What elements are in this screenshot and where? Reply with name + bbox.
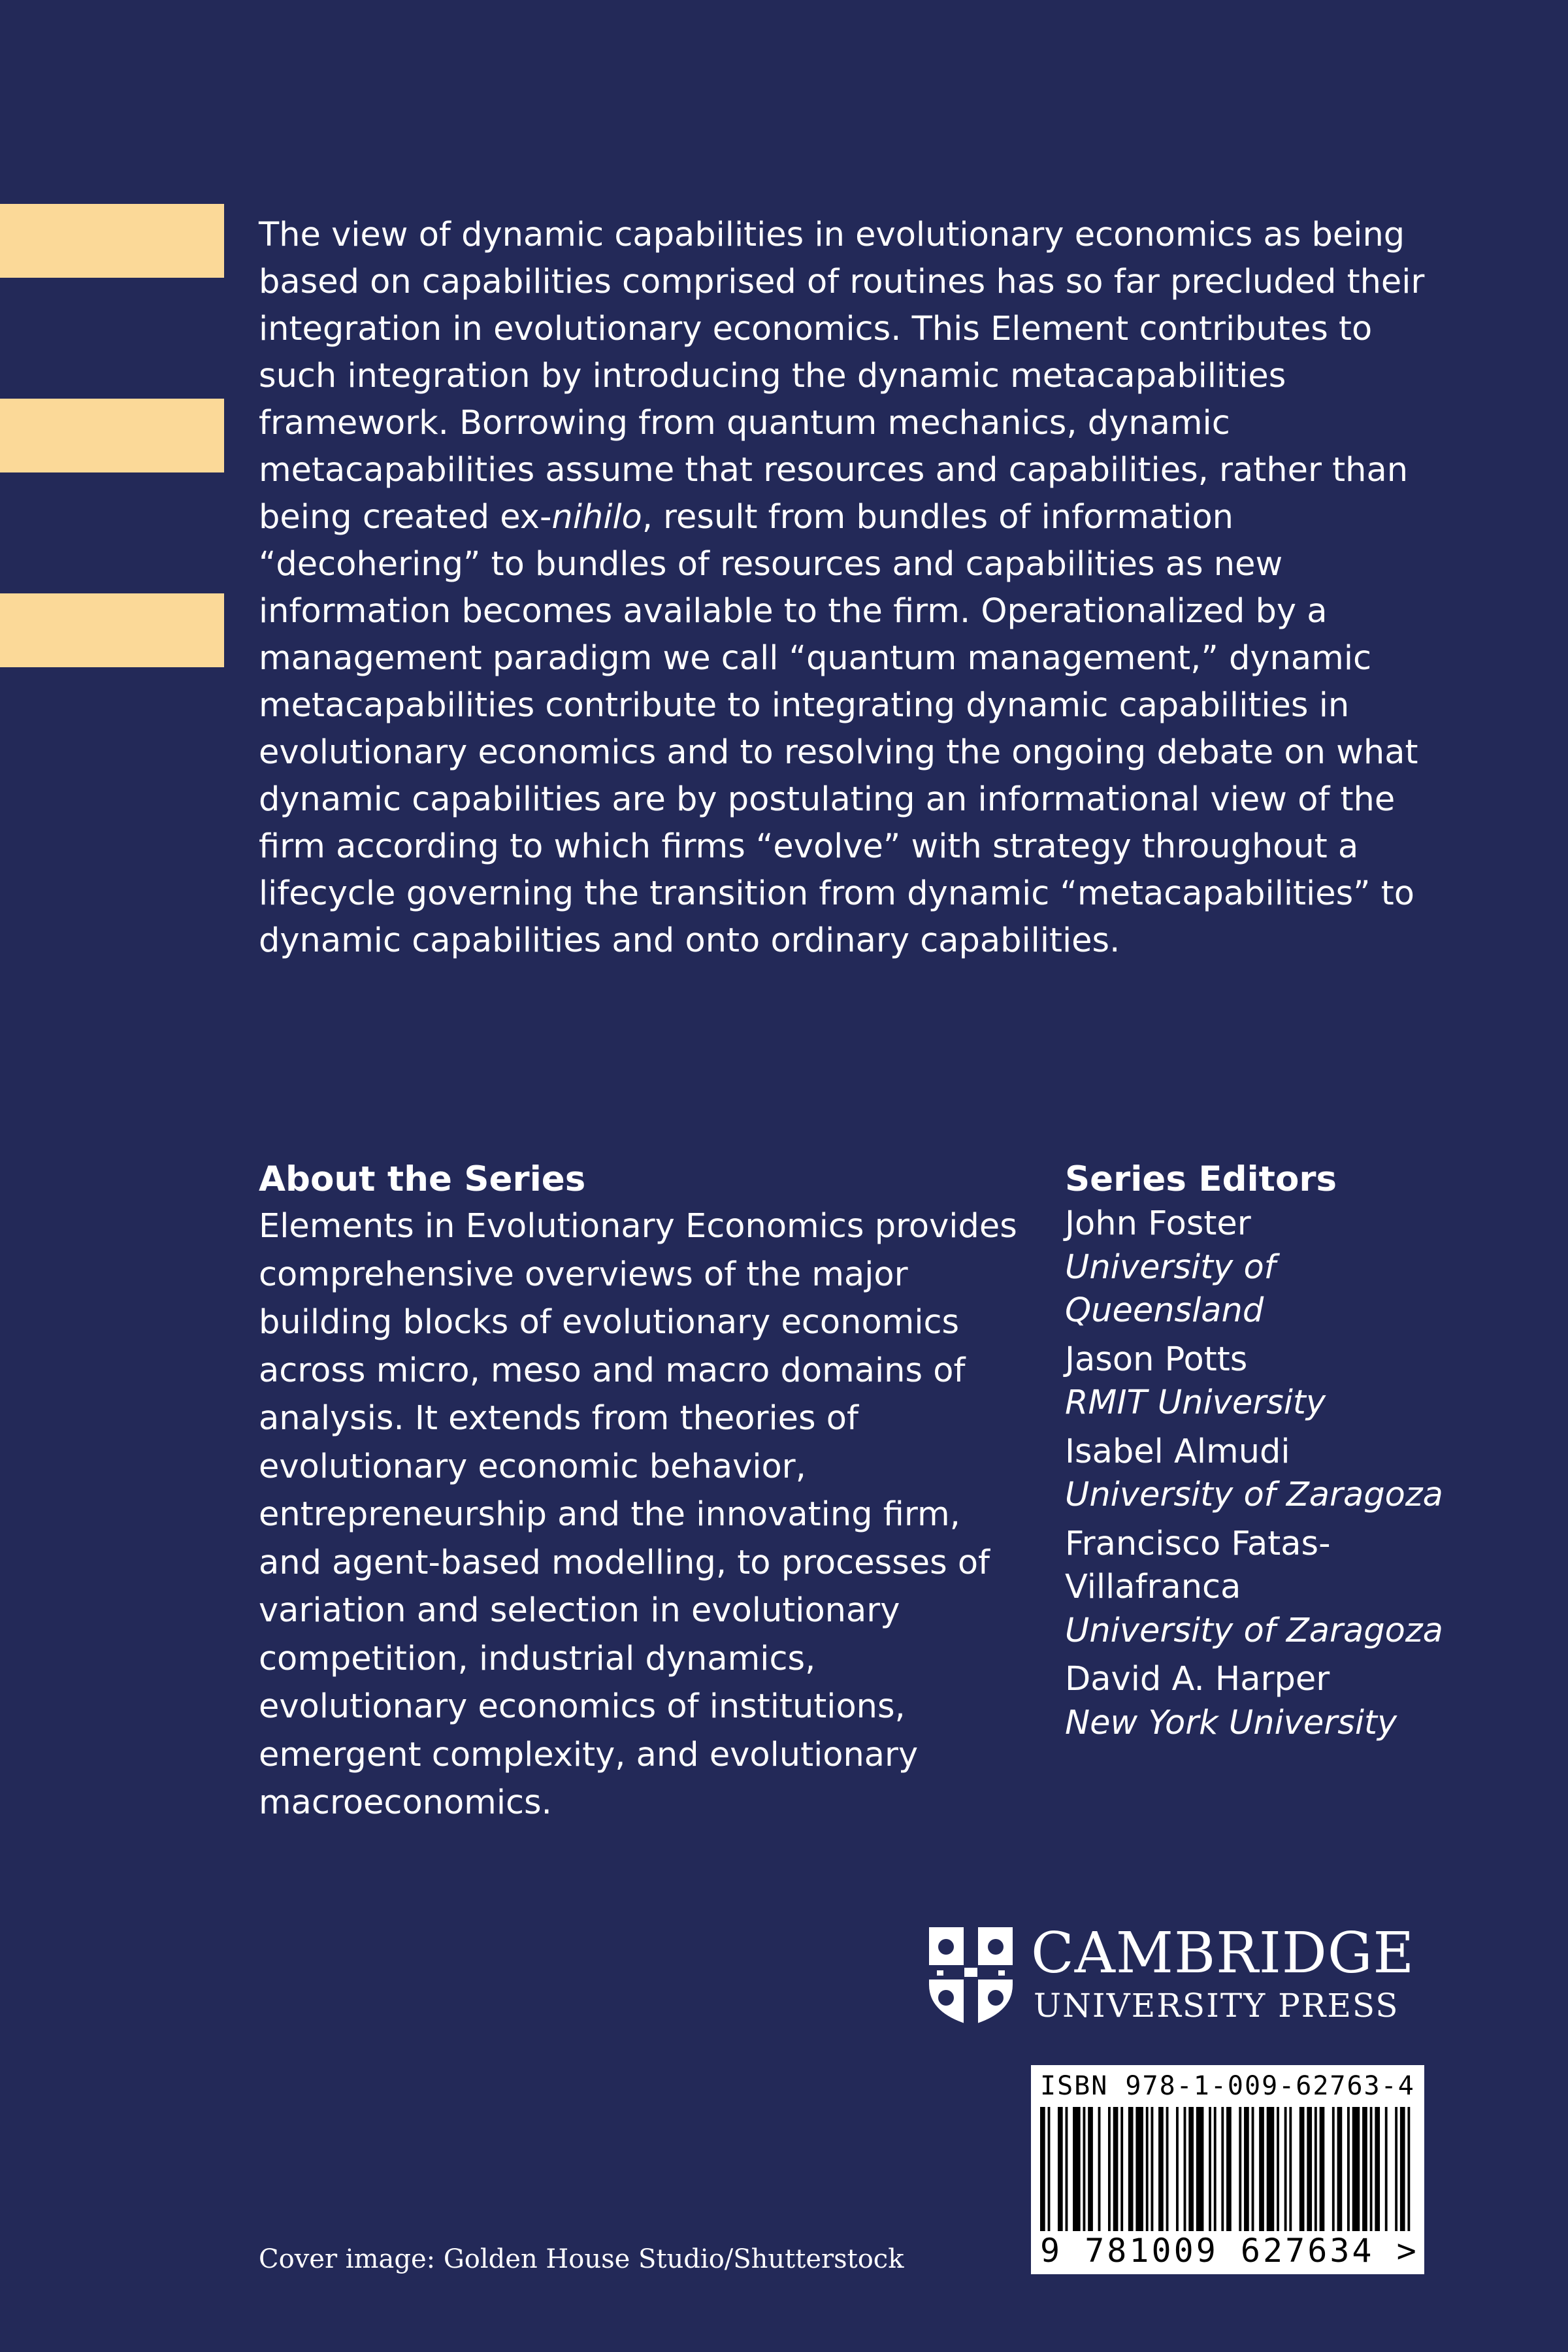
editor-name: Isabel Almudi: [1065, 1432, 1290, 1471]
decorative-stripe-3: [0, 593, 224, 667]
cover-image-credit: Cover image: Golden House Studio/Shutterstock: [259, 2244, 904, 2274]
barcode-bar: [1299, 2107, 1305, 2231]
editor-entry: [1065, 1338, 1470, 1425]
series-editors-section: [1065, 1157, 1470, 1750]
editor-affiliation: University of Zaragoza: [1065, 1611, 1443, 1650]
barcode-bar: [1375, 2107, 1380, 2231]
barcode-bar: [1407, 2107, 1410, 2231]
abstract-part-2: , result from bundles of information “decohering” to bundles of resources and capabilities as new information becomes available to the firm. Operationalized by a management paradigm we call “quantum management,” dynamic metacapabilities contribute to integrating dynamic capabilities in evolutionary economics and to resolving the ongoing debate on what dynamic capabilities are by postulating an informational view of the firm according to which firms “evolve” with strategy throughout a lifecycle governing the transition from dynamic “metacapabilities” to dynamic capabilities and onto ordinary capabilities.: [259, 498, 1418, 960]
barcode-bar: [1146, 2107, 1149, 2231]
barcode-bar: [1347, 2107, 1350, 2231]
barcode-bar: [1400, 2107, 1405, 2231]
isbn-barcode: [1031, 2065, 1424, 2274]
publisher-name: CAMBRIDGE: [1031, 1921, 1415, 1986]
editor-affiliation: University of Queensland: [1065, 1248, 1276, 1330]
barcode-bar: [1040, 2107, 1045, 2231]
abstract-italic-word: nihilo: [551, 498, 642, 537]
editor-entry: [1065, 1523, 1470, 1653]
about-series-text: Elements in Evolutionary Economics provides comprehensive overviews of the major building blocks of evolutionary economics across micro, meso and macro domains of analysis. It extends from theories of evolutionary economic behavior, entrepreneurship and the innovating firm, and agent-based modelling, to processes of variation and selection in evolutionary competition, industrial dynamics, evolutionary economics of institutions, emergent complexity, and evolutionary macroeconomics.: [259, 1207, 1017, 1822]
barcode-bar: [1385, 2107, 1388, 2231]
isbn-label: ISBN 978-1-009-62763-4: [1040, 2071, 1415, 2101]
ean-digits: 9 781009 627634 >: [1040, 2232, 1419, 2270]
barcode-bar: [1135, 2107, 1143, 2231]
barcode-bar: [1073, 2107, 1081, 2231]
barcode-bar: [1307, 2107, 1312, 2231]
about-series-section: [259, 1157, 1023, 1827]
barcode-bar: [1158, 2107, 1164, 2231]
barcode-bar: [1196, 2107, 1204, 2231]
barcode-bar: [1128, 2107, 1134, 2231]
barcode-bar: [1188, 2107, 1194, 2231]
series-editors-heading: Series Editors: [1065, 1159, 1337, 1199]
barcode-bar: [1058, 2107, 1063, 2231]
barcode-bar: [1267, 2107, 1275, 2231]
barcode-bar: [1226, 2107, 1232, 2231]
barcode-bar: [1289, 2107, 1292, 2231]
barcode-bar: [1214, 2107, 1217, 2231]
publisher-subname: UNIVERSITY PRESS: [1034, 1987, 1399, 2025]
barcode-bar: [1113, 2107, 1119, 2231]
editor-entry: [1065, 1431, 1470, 1517]
barcode-bar: [1209, 2107, 1211, 2231]
barcode-bar: [1221, 2107, 1224, 2231]
about-series-heading: About the Series: [259, 1159, 586, 1199]
barcode-bar: [1337, 2107, 1343, 2231]
barcode-bar: [1370, 2107, 1373, 2231]
barcode-bar: [1239, 2107, 1241, 2231]
decorative-stripe-1: [0, 204, 224, 278]
barcode-bar: [1362, 2107, 1367, 2231]
abstract-text: [259, 212, 1435, 965]
editor-entry: [1065, 1658, 1470, 1745]
barcode-bar: [1083, 2107, 1085, 2231]
barcode-bar: [1284, 2107, 1287, 2231]
editor-entry: [1065, 1202, 1470, 1333]
barcode-bar: [1315, 2107, 1317, 2231]
barcode-bar: [1332, 2107, 1335, 2231]
barcode-bar: [1352, 2107, 1360, 2231]
barcode-bar: [1244, 2107, 1249, 2231]
publisher-logo: [926, 1921, 1423, 2029]
barcode-bar: [1184, 2107, 1186, 2231]
barcode-bar: [1320, 2107, 1325, 2231]
editor-name: Francisco Fatas-Villafranca: [1065, 1524, 1331, 1606]
editor-affiliation: University of Zaragoza: [1065, 1476, 1443, 1514]
barcode-bar: [1108, 2107, 1111, 2231]
barcode-bar: [1120, 2107, 1123, 2231]
barcode-bar: [1166, 2107, 1169, 2231]
editor-affiliation: New York University: [1065, 1703, 1397, 1742]
barcode-bar: [1088, 2107, 1093, 2231]
barcode-bar: [1252, 2107, 1254, 2231]
editor-affiliation: RMIT University: [1065, 1383, 1326, 1422]
cambridge-shield-icon: [926, 1925, 1015, 2028]
barcode-bar: [1098, 2107, 1101, 2231]
barcode-bar: [1277, 2107, 1279, 2231]
abstract-part-1: The view of dynamic capabilities in evolutionary economics as being based on capabilities comprised of routines has so far precluded their integration in evolutionary economics. This Element contributes to such integration by introducing the dynamic metacapabilities framework. Borrowing from quantum mechanics, dynamic metacapabilities assume that resources and capabilities, rather than being created ex-: [259, 216, 1425, 537]
editor-name: David A. Harper: [1065, 1660, 1330, 1698]
barcode-bar: [1066, 2107, 1068, 2231]
barcode-bar: [1395, 2107, 1397, 2231]
barcode-bar: [1151, 2107, 1154, 2231]
editor-name: John Foster: [1065, 1204, 1251, 1243]
editor-name: Jason Potts: [1065, 1340, 1248, 1379]
barcode-bar: [1176, 2107, 1179, 2231]
barcode-icon: [1040, 2107, 1415, 2231]
barcode-bar: [1048, 2107, 1051, 2231]
decorative-stripe-2: [0, 399, 224, 472]
barcode-bar: [1259, 2107, 1264, 2231]
